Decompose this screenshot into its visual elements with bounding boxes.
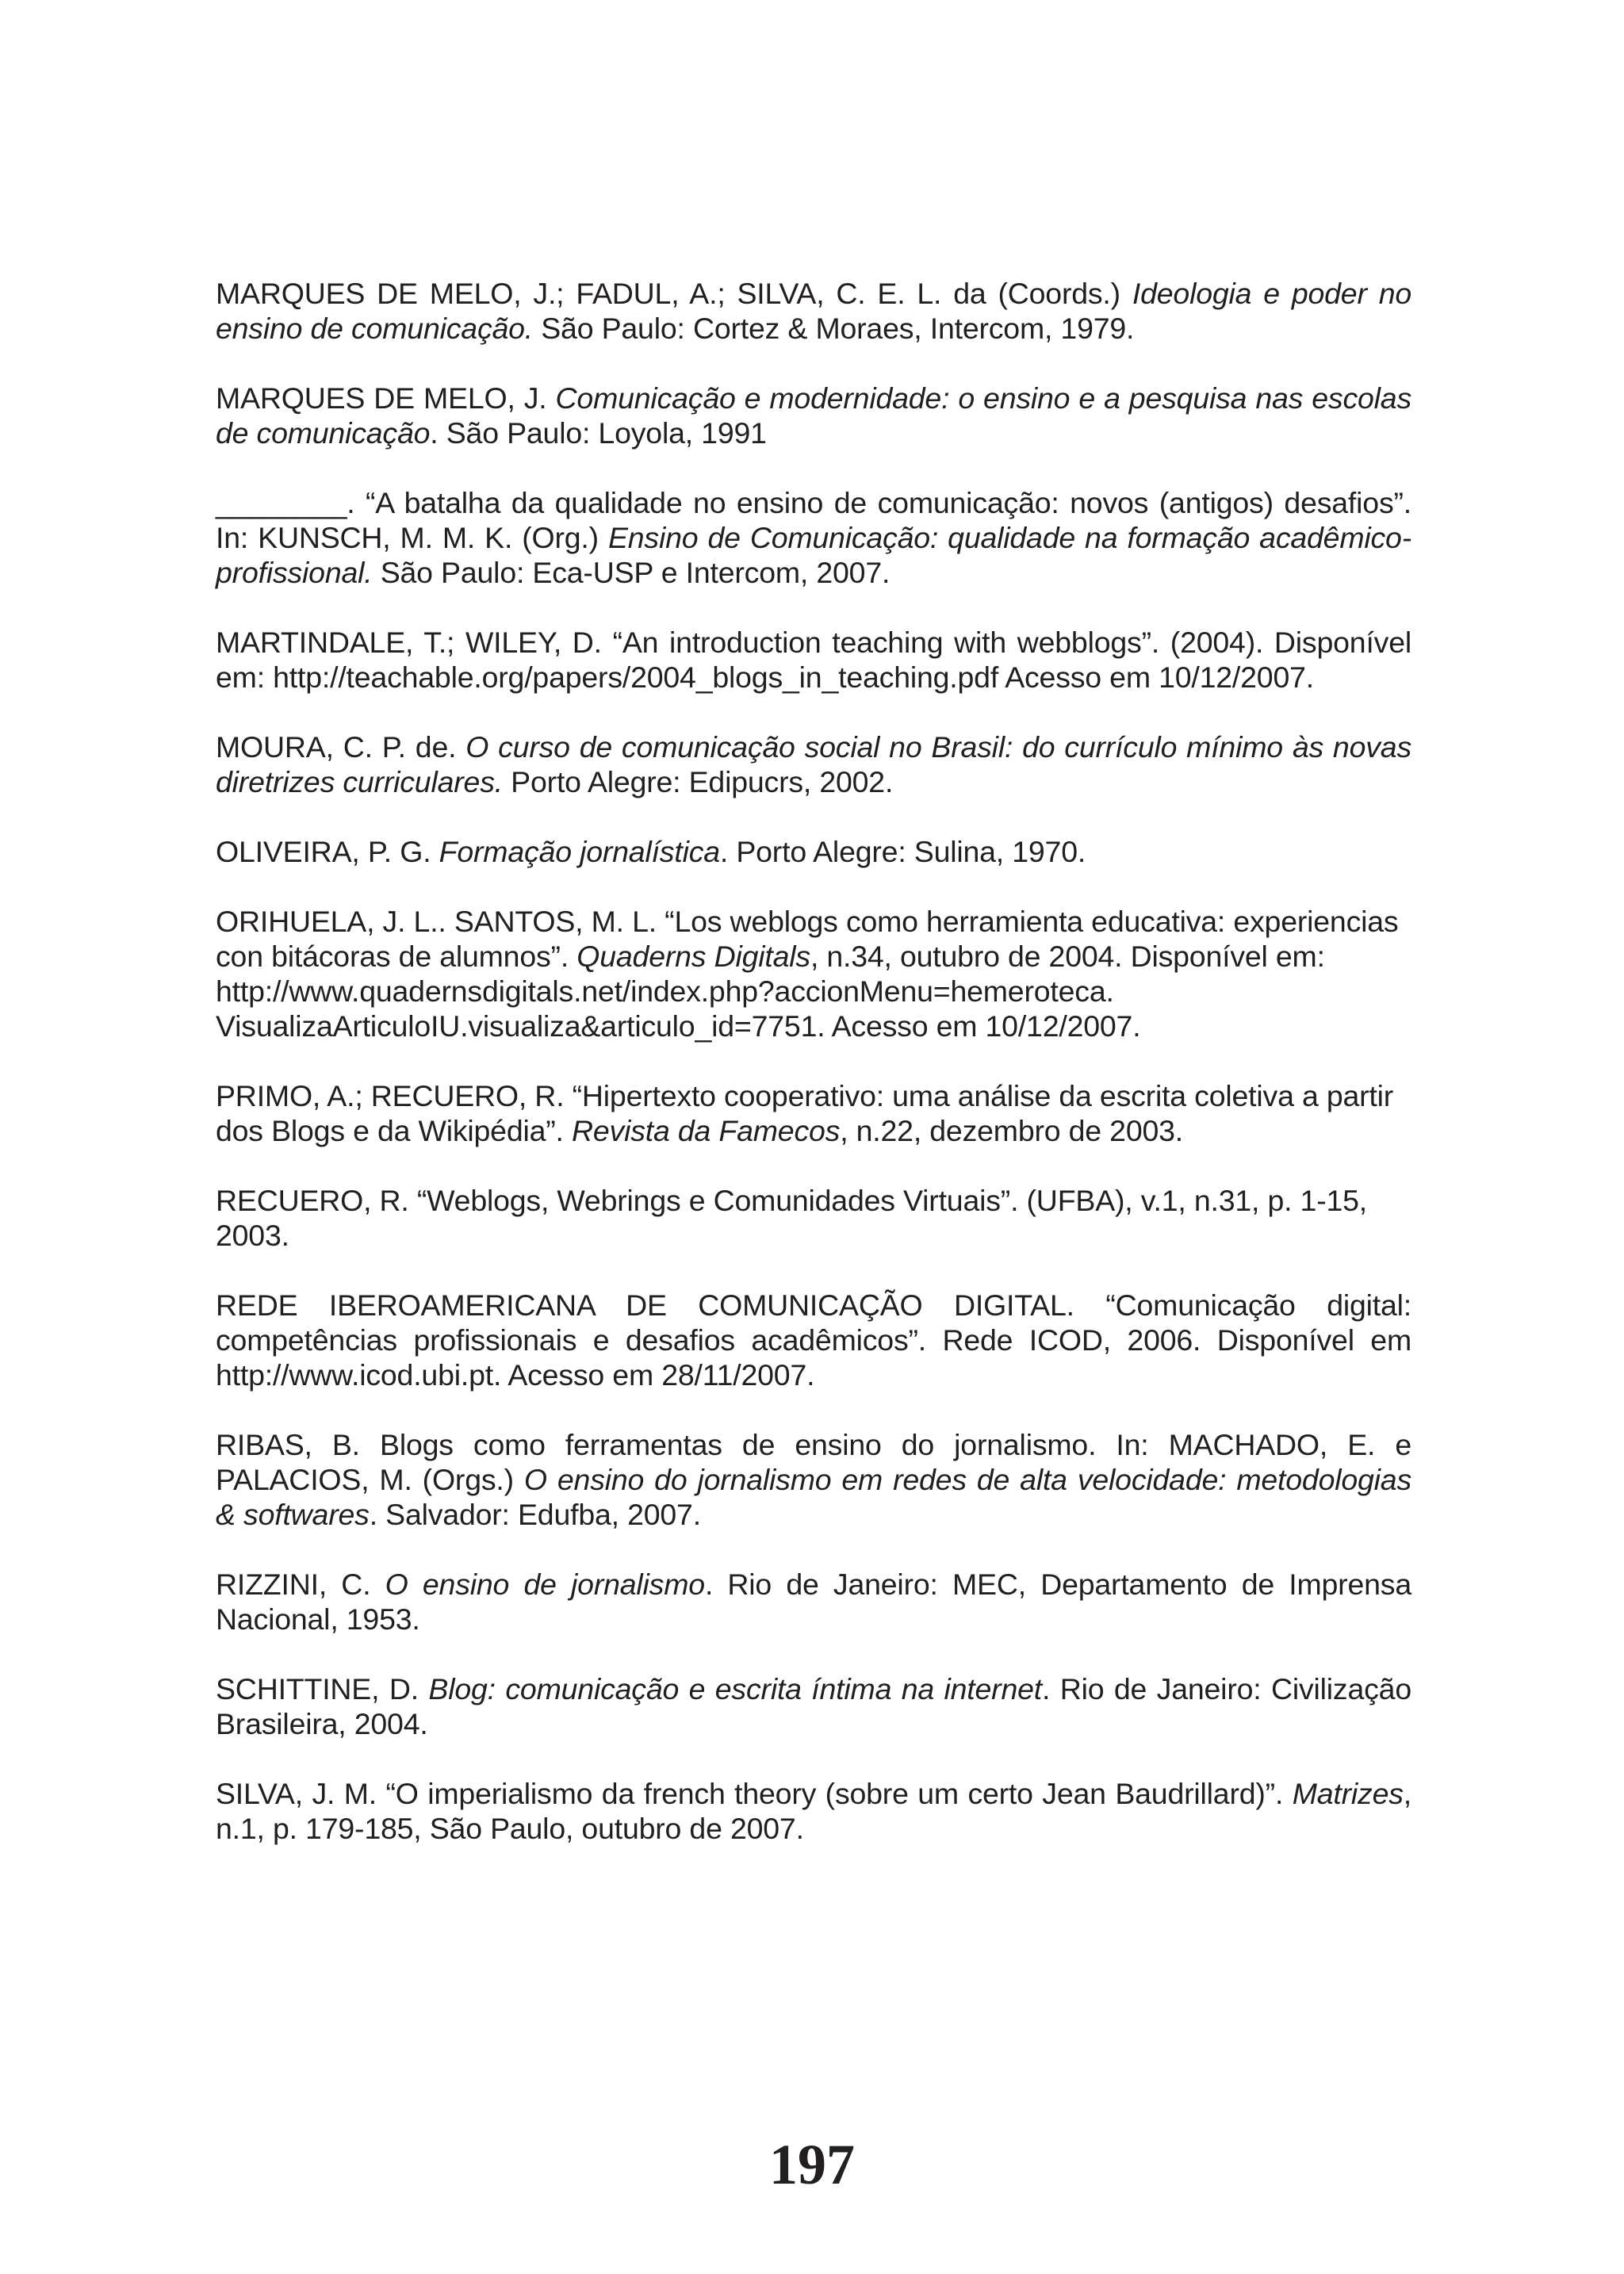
reference-title: Matrizes	[1292, 1777, 1404, 1810]
reference-title: Ensino de Comunicação: qualidade na formação acadêmico-profissional.	[216, 521, 1412, 589]
reference-text: . São Paulo: Loyola, 1991	[430, 416, 767, 450]
reference-text: . Salvador: Edufba, 2007.	[369, 1498, 701, 1531]
reference-entry	[216, 1567, 1411, 1637]
reference-title: Revista da Famecos	[572, 1114, 841, 1147]
reference-text: MOURA, C. P. de.	[216, 730, 466, 764]
reference-title: Formação jornalística	[439, 835, 720, 868]
reference-text: OLIVEIRA, P. G.	[216, 835, 439, 868]
reference-text: Porto Alegre: Edipucrs, 2002.	[502, 765, 894, 798]
reference-list	[216, 276, 1411, 1881]
reference-text: PRIMO, A.; RECUERO, R. “Hipertexto cooperativo: uma análise da escrita coletiva a partir dos Blogs e da Wikipédia”.	[216, 1079, 1394, 1147]
reference-entry	[216, 904, 1411, 1043]
reference-title: Blog: comunicação e escrita íntima na internet	[428, 1672, 1042, 1706]
reference-title: O ensino do jornalismo em redes de alta velocidade: metodologias & softwares	[216, 1463, 1412, 1531]
reference-entry	[216, 276, 1411, 346]
reference-text: MARQUES DE MELO, J.; FADUL, A.; SILVA, C. E. L. da (Coords.)	[216, 277, 1132, 310]
reference-title: Quaderns Digitals	[576, 940, 810, 973]
reference-text: SILVA, J. M. “O imperialismo da french theory (sobre um certo Jean Baudrillard)”.	[216, 1777, 1293, 1810]
reference-title: O curso de comunicação social no Brasil: do currículo mínimo às novas diretrizes curriculares.	[216, 730, 1411, 798]
reference-entry	[216, 485, 1411, 590]
reference-text: , n.1, p. 179-185, São Paulo, outubro de 2007.	[216, 1777, 1411, 1845]
reference-title: O ensino de jornalismo	[385, 1568, 705, 1601]
reference-text: . Rio de Janeiro: Civilização Brasileira, 2004.	[216, 1672, 1411, 1740]
reference-title: Ideologia e poder no ensino de comunicação.	[216, 277, 1412, 345]
reference-entry	[216, 1776, 1411, 1846]
reference-text: ORIHUELA, J. L.. SANTOS, M. L. “Los weblogs como herramienta educativa: experiencias con bitácoras de alumnos”.	[216, 905, 1399, 973]
reference-entry	[216, 1671, 1411, 1741]
reference-entry	[216, 1183, 1411, 1253]
page-number: 197	[769, 2133, 855, 2196]
reference-text: MARQUES DE MELO, J.	[216, 381, 556, 415]
reference-text: , n.22, dezembro de 2003.	[840, 1114, 1184, 1147]
reference-entry	[216, 625, 1411, 695]
reference-text: RECUERO, R. “Weblogs, Webrings e Comunidades Virtuais”. (UFBA), v.1, n.31, p. 1-15, 2003.	[216, 1184, 1368, 1252]
reference-text: RIBAS, B. Blogs como ferramentas de ensino do jornalismo. In: MACHADO, E. e PALACIOS, M. (Orgs.)	[216, 1428, 1411, 1496]
reference-text: SCHITTINE, D.	[216, 1672, 429, 1706]
reference-text: . Rio de Janeiro: MEC, Departamento de Imprensa Nacional, 1953.	[216, 1568, 1411, 1636]
reference-text: MARTINDALE, T.; WILEY, D. “An introduction teaching with webblogs”. (2004). Disponível em: http://teachable.org/papers/2004_blogs_in_teaching.pdf Acesso em 10/12/2007.	[216, 626, 1411, 694]
reference-text: REDE IBEROAMERICANA DE COMUNICAÇÃO DIGITAL. “Comunicação digital: competências profissionais e desafios acadêmicos”. Rede ICOD, 2006. Disponível em http://www.icod.ubi.pt. Acesso em 28/11/2007.	[216, 1288, 1411, 1392]
reference-text: São Paulo: Cortez & Moraes, Intercom, 1979.	[533, 312, 1135, 345]
reference-text: , n.34, outubro de 2004. Disponível em: http://www.quadernsdigitals.net/index.php?accionMenu=hemeroteca. VisualizaArticuloIU.visualiza&articulo_id=7751. Acesso em 10/12/2007.	[216, 940, 1325, 1043]
reference-text: . Porto Alegre: Sulina, 1970.	[719, 835, 1086, 868]
reference-entry	[216, 381, 1411, 450]
reference-text: ________. “A batalha da qualidade no ensino de comunicação: novos (antigos) desafios”. In: KUNSCH, M. M. K. (Org.)	[216, 486, 1411, 554]
reference-entry	[216, 1288, 1411, 1392]
reference-entry	[216, 1427, 1411, 1532]
reference-entry	[216, 1078, 1411, 1148]
reference-title: Comunicação e modernidade: o ensino e a pesquisa nas escolas de comunicação	[216, 381, 1411, 450]
reference-text: RIZZINI, C.	[216, 1568, 385, 1601]
reference-entry	[216, 729, 1411, 799]
reference-text: São Paulo: Eca-USP e Intercom, 2007.	[372, 556, 891, 589]
reference-entry	[216, 834, 1411, 869]
